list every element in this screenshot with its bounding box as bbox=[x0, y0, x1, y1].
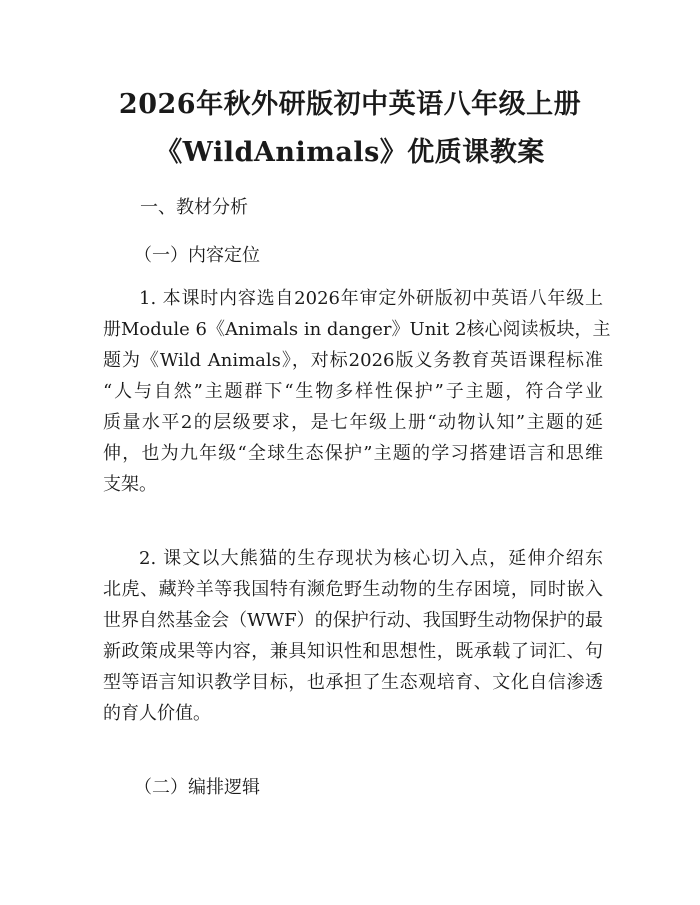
paragraph-1-line: 册Module 6《Animals in danger》Unit 2核心阅读板块，主 bbox=[103, 319, 611, 340]
paragraph-1-line: “人与自然”主题群下“生物多样性保护”子主题，符合学业 bbox=[103, 381, 603, 402]
paragraph-2-line: 2. 课文以大熊猫的生存现状为核心切入点，延伸介绍东 bbox=[139, 548, 603, 569]
paragraph-1-line: 支架。 bbox=[103, 474, 157, 495]
paragraph-2 bbox=[103, 543, 603, 729]
paragraph-1-line: 1. 本课时内容选自2026年审定外研版初中英语八年级上 bbox=[139, 288, 603, 309]
paragraph-2-line: 型等语言知识教学目标，也承担了生态观培育、文化自信渗透 bbox=[103, 672, 603, 693]
section-heading-textbook-analysis: 一、教材分析 bbox=[140, 197, 248, 218]
paragraph-1 bbox=[103, 283, 611, 500]
paragraph-2-line: 北虎、藏羚羊等我国特有濒危野生动物的生存困境，同时嵌入 bbox=[103, 579, 603, 600]
paragraph-2-line: 世界自然基金会（WWF）的保护行动、我国野生动物保护的最 bbox=[103, 610, 603, 631]
paragraph-1-line: 题为《Wild Animals》，对标2026版义务教育英语课程标准 bbox=[103, 350, 603, 371]
paragraph-2-line: 新政策成果等内容，兼具知识性和思想性，既承载了词汇、句 bbox=[103, 641, 603, 662]
document-title-line-1: 2026年秋外研版初中英语八年级上册 bbox=[118, 89, 582, 120]
document-title-line-2: 《WildAnimals》优质课教案 bbox=[155, 137, 545, 168]
subheading-content-positioning: （一）内容定位 bbox=[134, 245, 260, 266]
paragraph-1-line: 质量水平2的层级要求，是七年级上册“动物认知”主题的延 bbox=[103, 412, 603, 433]
paragraph-2-line: 的育人价值。 bbox=[103, 703, 211, 724]
paragraph-1-line: 伸，也为九年级“全球生态保护”主题的学习搭建语言和思维 bbox=[103, 443, 603, 464]
subheading-arrangement-logic: （二）编排逻辑 bbox=[134, 777, 260, 798]
